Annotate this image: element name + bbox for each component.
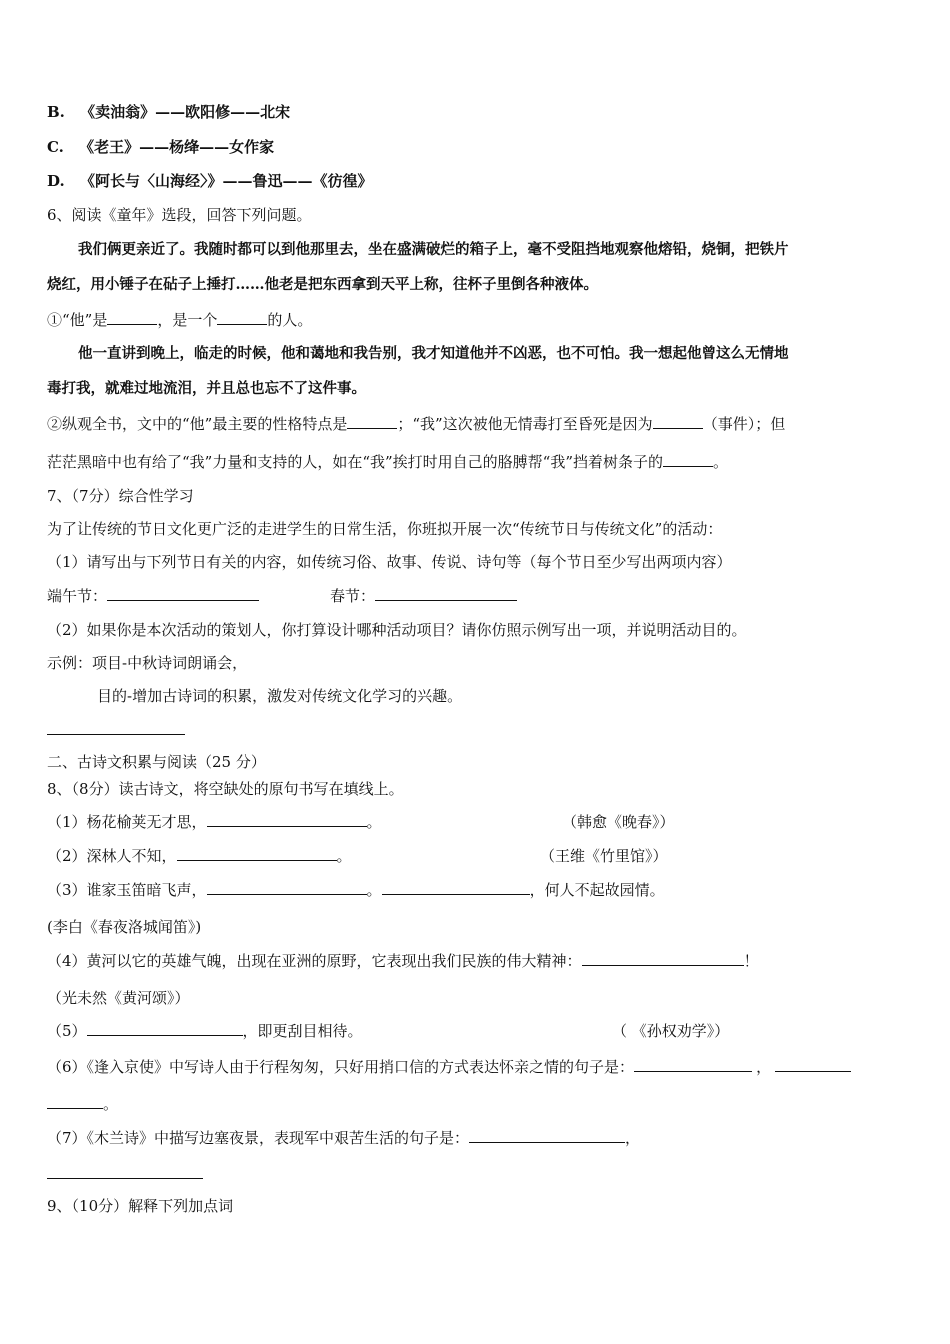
answer-blank[interactable]: [653, 414, 703, 429]
answer-blank[interactable]: [47, 1094, 103, 1109]
option-d: [47, 171, 372, 191]
option-d-letter: D.: [47, 172, 65, 190]
answer-blank[interactable]: [347, 414, 397, 429]
q8-item7-mid: ，: [625, 1129, 641, 1147]
q7-title: 7、（7分）综合性学习: [47, 487, 194, 505]
q8-item2-source: （王维《竹里馆》）: [540, 847, 668, 865]
answer-blank[interactable]: [469, 1128, 625, 1143]
option-c-letter: C.: [47, 138, 64, 156]
q6-passage2-line1: 他一直讲到晚上，临走的时候，他和蔼地和我告别，我才知道他并不凶恶，也不可怕。我一想起他曾这么无情地: [78, 345, 789, 362]
q9-title: 9、（10分）解释下列加点词: [47, 1197, 234, 1215]
q8-item7: [47, 1128, 640, 1148]
q6-q1-text-b: ，是一个: [157, 311, 218, 329]
q8-item1-end: 。: [366, 813, 382, 831]
q8-item6-mid: ，: [756, 1058, 772, 1076]
q8-item6-text: （6）《逢入京使》中写诗人由于行程匆匆，只好用捎口信的方式表达怀亲之情的句子是：: [47, 1058, 635, 1076]
q8-item5-end: ，即更刮目相待。: [242, 1022, 363, 1040]
q6-q2-text-e: 。: [713, 453, 729, 471]
q7-duanwu-row: [47, 586, 259, 606]
q8-item4: [47, 951, 759, 971]
option-b: [47, 102, 290, 122]
q8-item3-source: (李白《春夜洛城闻笛》): [47, 918, 202, 936]
q6-q1-text-c: 的人。: [267, 311, 313, 329]
q8-item6-end: 。: [103, 1095, 119, 1113]
q6-q1-text-a: ①“他”是: [47, 311, 108, 329]
answer-blank[interactable]: [775, 1057, 851, 1072]
q6-question1: [47, 310, 312, 330]
q8-item2-end: 。: [336, 847, 352, 865]
q8-item1: [47, 812, 382, 832]
option-d-text: 《阿长与〈山海经〉》——鲁迅——《彷徨》: [79, 172, 373, 190]
q7-part2: （2）如果你是本次活动的策划人，你打算设计哪种活动项目？请你仿照示例写出一项，并说明活动目的。: [47, 621, 747, 639]
q6-q2-text-a: ②纵观全书，文中的“他”最主要的性格特点是: [47, 415, 348, 433]
q8-item4-source: （光未然《黄河颂》）: [47, 989, 190, 1007]
q7-chunjie-label: 春节：: [330, 587, 376, 605]
option-b-letter: B.: [47, 103, 65, 121]
answer-blank[interactable]: [634, 1057, 752, 1072]
q6-passage1-line1: 我们俩更亲近了。我随时都可以到他那里去，坐在盛满破烂的箱子上，毫不受阻挡地观察他熔铅，烧铜，把铁片: [78, 241, 789, 258]
answer-blank[interactable]: [207, 812, 367, 827]
q7-chunjie-row: [330, 586, 517, 606]
q8-item5-source: （ 《孙权劝学》）: [612, 1022, 730, 1040]
q8-item6: [47, 1057, 851, 1077]
q6-q2-text-b: ；“我”这次被他无情毒打至昏死是因为: [397, 415, 653, 433]
q8-item2: [47, 846, 352, 866]
answer-blank[interactable]: [107, 310, 157, 325]
q8-item3-mid: 。: [366, 881, 382, 899]
q6-passage2-line2: 毒打我，就难过地流泪，并且总也忘不了这件事。: [47, 380, 366, 397]
option-b-text: 《卖油翁》——欧阳修——北宋: [80, 103, 291, 121]
q8-item1-text: （1）杨花榆荚无才思，: [47, 813, 207, 831]
q8-item1-source: （韩愈《晚春》）: [562, 813, 675, 831]
q8-item4-end: ！: [743, 952, 759, 970]
q7-answer-line[interactable]: [47, 734, 185, 735]
answer-blank[interactable]: [382, 880, 530, 895]
q6-question2-line1: [47, 414, 785, 434]
answer-blank[interactable]: [217, 310, 267, 325]
answer-blank[interactable]: [87, 1021, 243, 1036]
q7-part1: （1）请写出与下列节日有关的内容，如传统习俗、故事、传说、诗句等（每个节日至少写出两项内容）: [47, 553, 732, 571]
answer-blank[interactable]: [207, 880, 367, 895]
chunjie-answer-blank[interactable]: [375, 586, 517, 601]
duanwu-answer-blank[interactable]: [107, 586, 259, 601]
q7-example-line1: 示例：项目-中秋诗词朗诵会，: [47, 654, 248, 672]
q6-title: 6、阅读《童年》选段，回答下列问题。: [47, 206, 312, 224]
answer-blank[interactable]: [663, 452, 713, 467]
q8-item4-text: （4）黄河以它的英雄气魄，出现在亚洲的原野，它表现出我们民族的伟大精神：: [47, 952, 582, 970]
q6-passage1-line2: 烧红，用小锤子在砧子上捶打……他老是把东西拿到天平上称，往杯子里倒各种液体。: [47, 276, 598, 293]
q8-item5: [47, 1021, 363, 1041]
answer-blank[interactable]: [582, 951, 744, 966]
q7-duanwu-label: 端午节：: [47, 587, 108, 605]
q8-item7-text: （7）《木兰诗》中描写边塞夜景，表现军中艰苦生活的句子是：: [47, 1129, 470, 1147]
q6-q2-text-c: （事件）；但: [702, 415, 786, 433]
q8-item5-text: （5）: [47, 1022, 87, 1040]
section2-title: 二、古诗文积累与阅读（25 分）: [47, 753, 266, 771]
q8-item3-text: （3）谁家玉笛暗飞声，: [47, 881, 207, 899]
q8-item3: [47, 880, 665, 900]
q7-intro: 为了让传统的节日文化更广泛的走进学生的日常生活，你班拟开展一次“传统节日与传统文化”的活动：: [47, 520, 723, 538]
q8-item3-end: ，何人不起故园情。: [529, 881, 665, 899]
q6-question2-line2: [47, 452, 728, 472]
q8-item2-text: （2）深林人不知，: [47, 847, 177, 865]
answer-blank[interactable]: [177, 846, 337, 861]
option-c: [47, 137, 274, 157]
option-c-text: 《老王》——杨绛——女作家: [79, 138, 275, 156]
q7-example-line2: 目的-增加古诗词的积累，激发对传统文化学习的兴趣。: [97, 687, 463, 705]
q8-item6-cont: [47, 1094, 118, 1114]
q8-item7-answer-line[interactable]: [47, 1178, 203, 1179]
q6-q2-text-d: 茫茫黑暗中也有给了“我”力量和支持的人，如在“我”挨打时用自己的胳膊帮“我”挡着树条子的: [47, 453, 664, 471]
q8-title: 8、（8分）读古诗文，将空缺处的原句书写在填线上。: [47, 780, 404, 798]
